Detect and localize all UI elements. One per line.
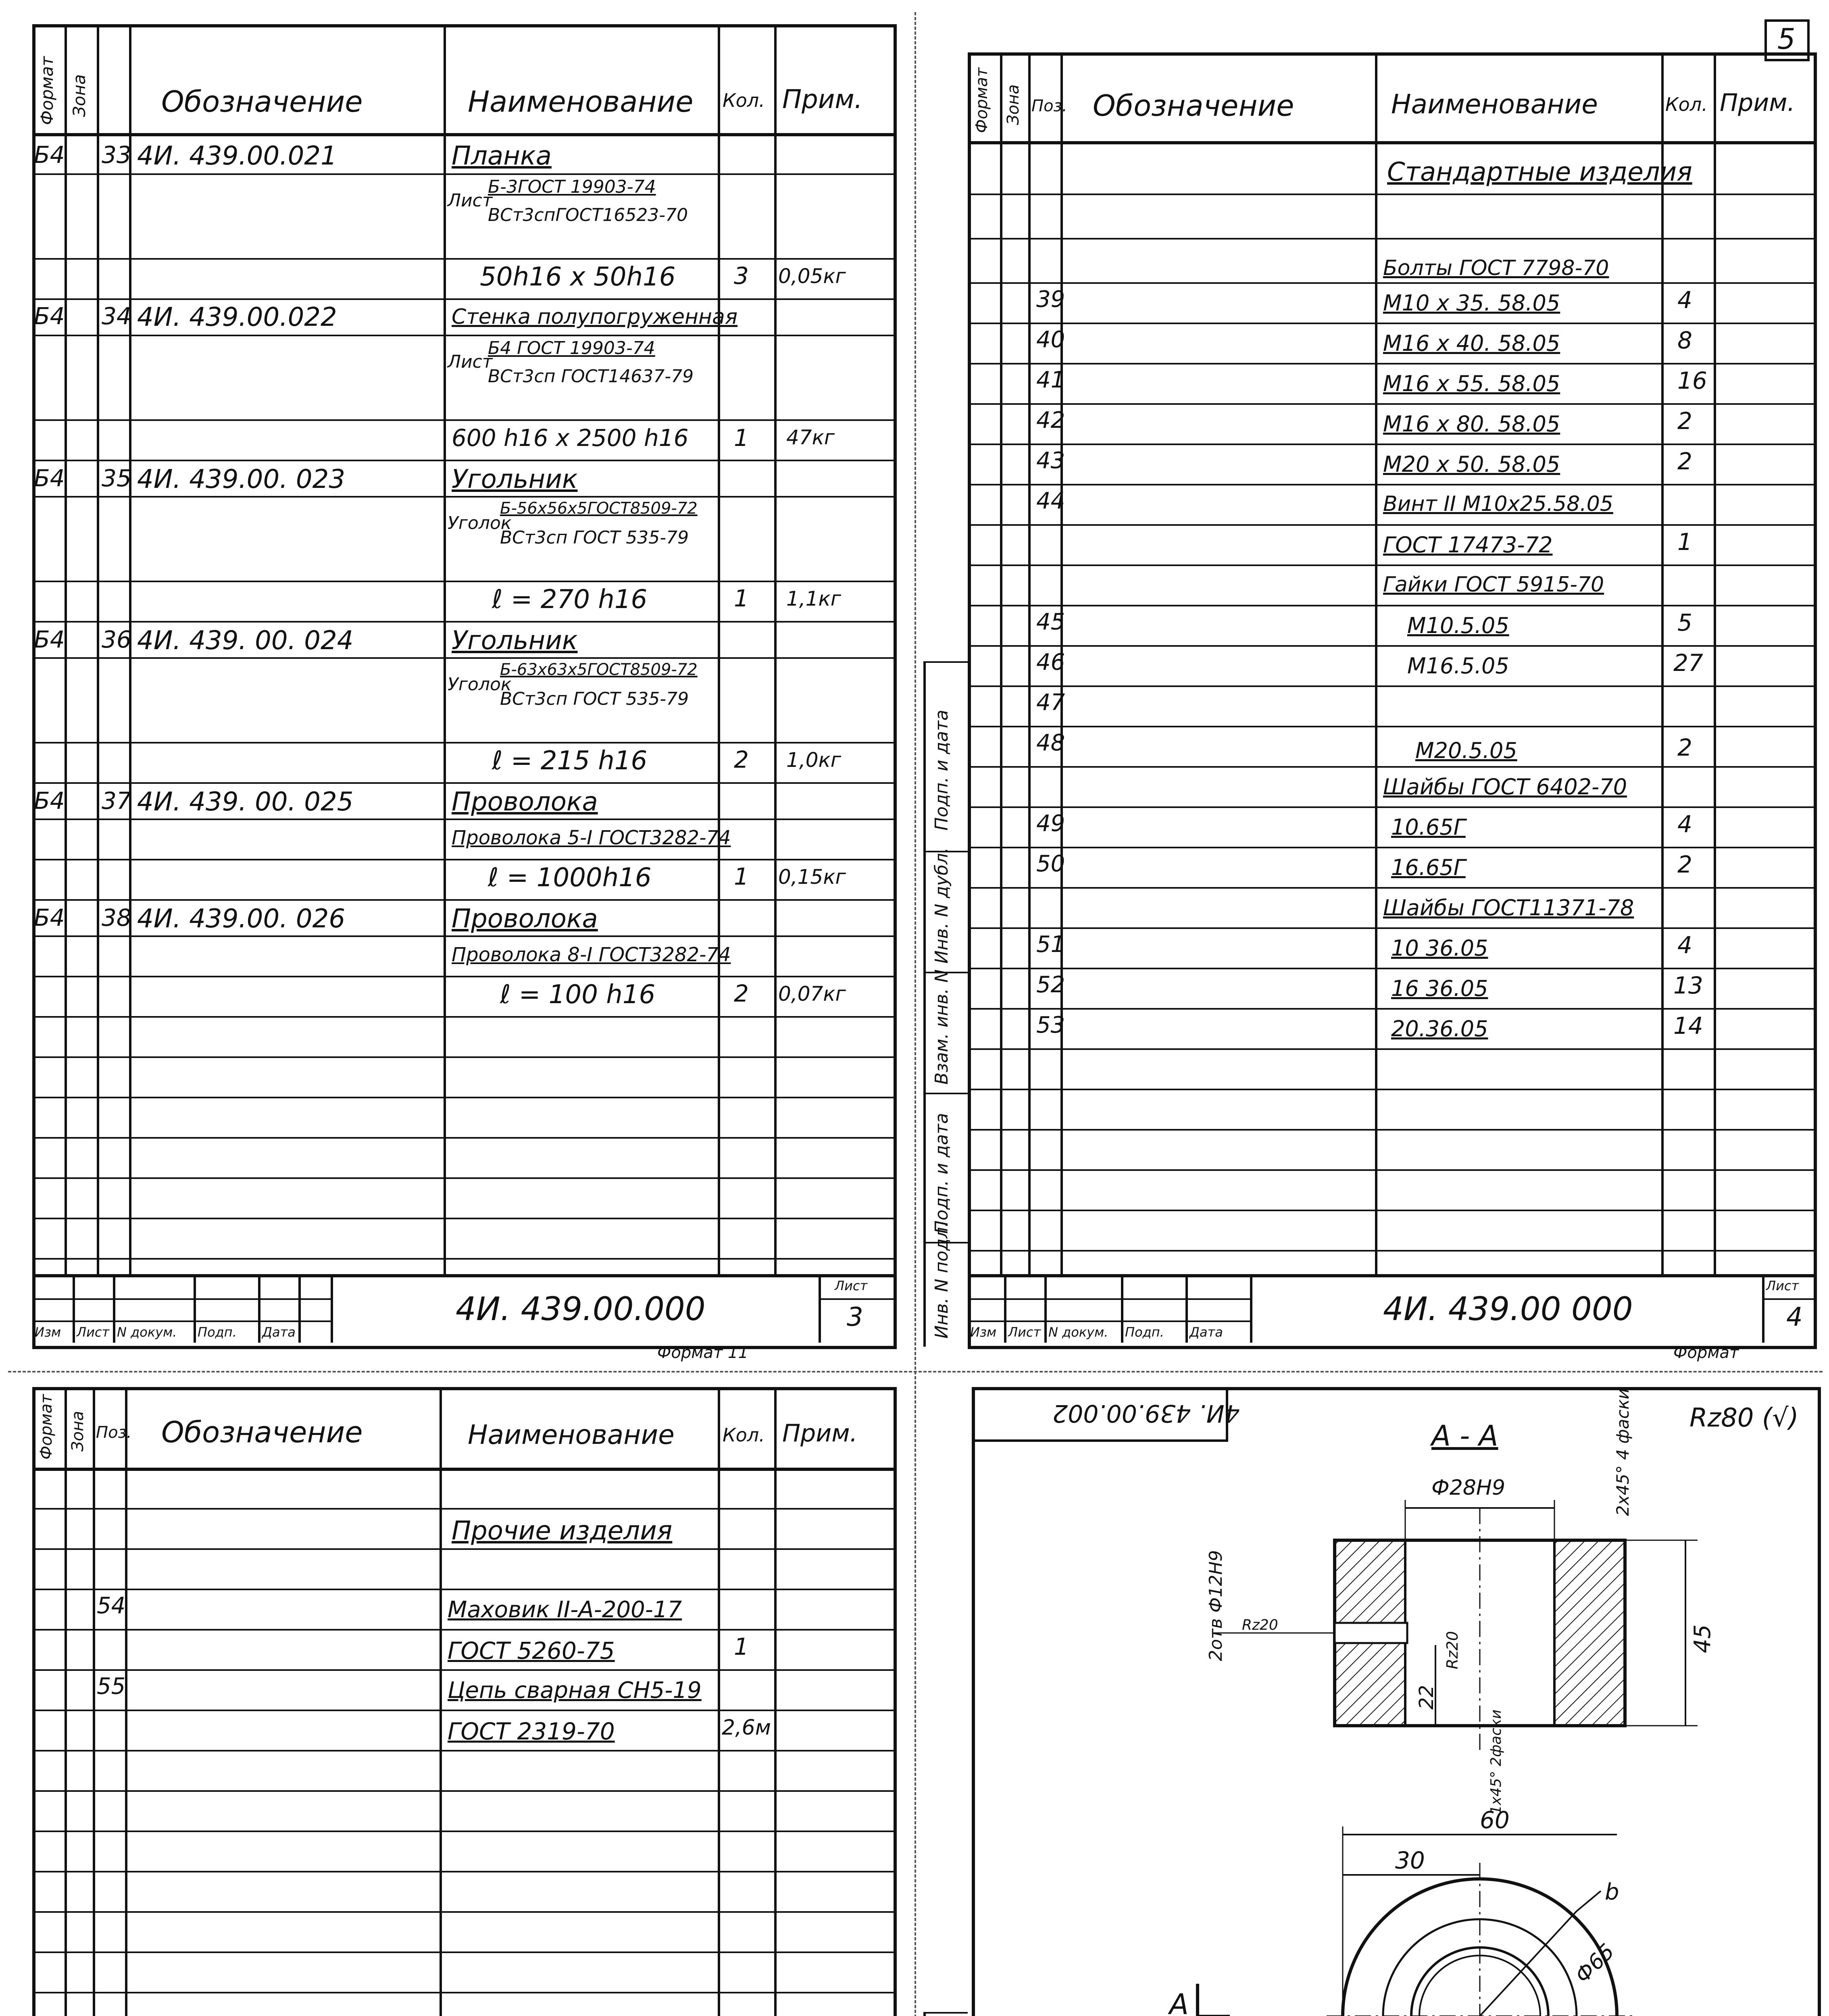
tb-col [819, 1274, 821, 1343]
row-name: ГОСТ 2319-70 [448, 1718, 615, 1745]
row-name: Проволока 8-I ГОСТ3282-74 [452, 943, 731, 966]
tb-line [819, 1298, 894, 1300]
dim-45: 45 [1689, 1624, 1716, 1653]
row-note: 1,1кг [786, 587, 841, 610]
tb-col-change: Изм [970, 1325, 997, 1340]
row-qty: 4 [1677, 810, 1692, 838]
row-line [968, 1250, 1814, 1252]
row-name-prefix: Лист [448, 190, 493, 211]
header-line [32, 1468, 894, 1471]
row-pos: 53 [1036, 1012, 1065, 1038]
row-line [968, 194, 1814, 195]
tb-code: 4И. 439.00 000 [1383, 1290, 1633, 1328]
drawing-sheet [923, 1387, 1823, 2016]
row-line [968, 847, 1814, 848]
row-designation: 4И. 439. 00. 025 [137, 787, 354, 817]
row-line [968, 403, 1814, 405]
mark-b: b [1605, 1879, 1619, 1905]
row-name-top: Б-63х63х5ГОСТ8509-72 [500, 660, 698, 679]
dim-22: 22 [1415, 1685, 1438, 1710]
row-pos: 40 [1036, 327, 1065, 353]
row-qty: 1 [734, 424, 749, 452]
row-qty: 1 [734, 1633, 749, 1660]
row-name: 10 36.05 [1391, 935, 1488, 961]
row-pos: 51 [1036, 931, 1065, 958]
section-title: Стандартные изделия [1387, 157, 1692, 187]
row-line [968, 806, 1814, 808]
header-qty: Кол. [723, 90, 765, 111]
tb-sheet: 4 [1786, 1302, 1803, 1332]
row-qty: 1 [734, 585, 749, 612]
row-line [32, 496, 894, 498]
col-line [440, 1387, 442, 2016]
row-qty: 14 [1673, 1012, 1703, 1039]
tb-sheet-label: Лист [1766, 1278, 1799, 1293]
col-line [774, 24, 777, 1274]
row-designation: 4И. 439.00.022 [137, 302, 337, 332]
header-name: Наименование [468, 85, 694, 119]
tb-col-sheet: Лист [1008, 1325, 1041, 1340]
tb-col [113, 1274, 115, 1343]
title-block-line [32, 1320, 331, 1322]
row-line [32, 1750, 894, 1752]
row-note: 1,0кг [786, 748, 841, 772]
row-name: ℓ = 270 h16 [492, 585, 648, 614]
row-qty: 27 [1673, 649, 1703, 677]
dim-chamfer-top: 2х45° 4 фаски [1613, 1388, 1633, 1516]
row-name-bottom: ВСт3сп ГОСТ14637-79 [488, 366, 694, 387]
col-line [718, 1387, 720, 2016]
row-qty: 2,6м [722, 1716, 771, 1740]
row-qty: 2 [1677, 851, 1692, 878]
row-name: М16.5.05 [1407, 653, 1509, 679]
row-line [968, 645, 1814, 647]
col-line [774, 1387, 777, 2016]
row-line [968, 1129, 1814, 1131]
row-line [968, 1008, 1814, 1010]
row-line [32, 1831, 894, 1832]
row-name: Угольник [452, 626, 578, 656]
row-pos: 42 [1036, 407, 1065, 433]
row-format: Б4 [34, 302, 65, 330]
header-zone: Зона [69, 74, 89, 117]
row-qty: 13 [1673, 972, 1703, 999]
row-name: 16 36.05 [1391, 976, 1488, 1001]
col-line [97, 24, 99, 1274]
row-line [32, 1951, 894, 1953]
tb-col [73, 1274, 75, 1343]
row-name: ℓ = 100 h16 [500, 980, 656, 1010]
row-format: Б4 [34, 464, 65, 492]
row-qty: 2 [1677, 734, 1692, 761]
row-name: Цепь сварная СН5-19 [448, 1677, 702, 1704]
tb-code: 4И. 439.00.000 [456, 1290, 706, 1328]
col-line [444, 24, 446, 1274]
tb-line [1762, 1298, 1814, 1300]
tb-col [258, 1274, 260, 1343]
header-zone: Зона [1004, 84, 1023, 125]
dim-chamfer-bottom: 1х45° 2фаски [1488, 1709, 1504, 1814]
row-note: 0,07кг [778, 982, 846, 1006]
row-pos: 54 [97, 1593, 126, 1619]
dim-60: 60 [1480, 1806, 1510, 1834]
row-pos: 49 [1036, 810, 1065, 837]
row-pos: 45 [1036, 609, 1065, 635]
row-designation: 4И. 439. 00. 024 [137, 626, 354, 656]
tb-col [1250, 1274, 1252, 1343]
row-line [32, 1669, 894, 1671]
row-note: 47кг [786, 426, 835, 449]
tb-col [1762, 1274, 1764, 1343]
row-format: Б4 [34, 626, 65, 653]
row-line [32, 1056, 894, 1058]
row-line [968, 363, 1814, 364]
col-line [65, 24, 67, 1274]
row-name: М10 х 35. 58.05 [1383, 290, 1560, 316]
row-line [968, 524, 1814, 526]
row-pos: 46 [1036, 649, 1065, 675]
row-name-top: Б-3ГОСТ 19903-74 [488, 177, 656, 197]
row-line [968, 766, 1814, 768]
row-pos: 39 [1036, 286, 1065, 312]
side-label-sign-date-2: Подп. и дата [931, 1113, 952, 1234]
row-line [968, 887, 1814, 889]
header-qty: Кол. [723, 1424, 765, 1446]
section-title: Прочие изделия [452, 1516, 673, 1546]
col-line [1661, 52, 1664, 1274]
row-line [32, 460, 894, 461]
tb-col-sheet: Лист [77, 1325, 110, 1340]
row-line [968, 323, 1814, 324]
title-block-line [32, 1298, 331, 1300]
sheet-4 [923, 24, 1819, 1363]
side-strip-line [923, 661, 968, 663]
row-name-prefix: Лист [448, 352, 493, 372]
row-line [32, 1992, 894, 1993]
row-name: Стенка полупогруженная [452, 305, 738, 329]
row-line [968, 927, 1814, 929]
row-name: Шайбы ГОСТ11371-78 [1383, 895, 1634, 921]
row-line [32, 935, 894, 937]
header-name: Наименование [468, 1419, 675, 1450]
row-line [32, 1137, 894, 1139]
row-name: ℓ = 1000h16 [488, 863, 652, 893]
row-qty: 1 [1677, 528, 1692, 556]
row-qty: 1 [734, 863, 749, 890]
tb-col [1044, 1274, 1047, 1343]
row-qty: 2 [1677, 448, 1692, 475]
row-name: Проволока [452, 787, 598, 817]
roughness-mark: Rz80 (√) [1689, 1403, 1799, 1433]
row-line [968, 968, 1814, 969]
row-note: 0,15кг [778, 865, 846, 889]
row-pos: 52 [1036, 972, 1065, 998]
tb-format: Формат [1673, 1343, 1739, 1362]
row-pos: 35 [102, 464, 131, 492]
title-block-top [968, 1274, 1814, 1277]
tb-col-docnum: N докум. [1048, 1325, 1108, 1340]
row-pos: 44 [1036, 488, 1065, 514]
row-note: 0,05кг [778, 264, 846, 288]
row-name: Угольник [452, 464, 578, 494]
row-name: Планка [452, 141, 552, 171]
row-qty: 4 [1677, 286, 1692, 314]
dim-65: Ф65 [1571, 1939, 1619, 1988]
row-format: Б4 [34, 141, 65, 169]
row-name-bottom: ВСт3сп ГОСТ 535-79 [500, 689, 689, 709]
row-line [32, 1790, 894, 1792]
header-format: Формат [37, 1394, 56, 1460]
row-name: ℓ = 215 h16 [492, 746, 648, 776]
row-name: М20.5.05 [1415, 738, 1517, 763]
row-name: 20.36.05 [1391, 1016, 1488, 1041]
col-line [65, 1387, 67, 2016]
header-format: Формат [37, 56, 57, 125]
row-line [32, 581, 894, 582]
row-qty: 2 [734, 980, 749, 1007]
row-pos: 33 [102, 141, 131, 169]
row-line [968, 282, 1814, 284]
row-name: М10.5.05 [1407, 613, 1509, 638]
side-strip-line [923, 661, 926, 1347]
row-name: Шайбы ГОСТ 6402-70 [1383, 774, 1627, 800]
row-line [32, 298, 894, 300]
header-pos: Поз. [96, 1423, 132, 1442]
tb-format: Формат 11 [657, 1343, 748, 1362]
row-name-top: Б-56х56х5ГОСТ8509-72 [500, 499, 698, 518]
sheet-4-frame [968, 52, 1817, 1349]
header-zone: Зона [69, 1411, 87, 1452]
tb-col-sign: Подп. [198, 1325, 237, 1340]
dim-rz-inner: Rz20 [1444, 1631, 1461, 1669]
row-line [968, 238, 1814, 240]
row-line [32, 258, 894, 260]
row-name: ГОСТ 5260-75 [448, 1637, 615, 1664]
header-qty: Кол. [1665, 94, 1708, 115]
tb-sheet-label: Лист [835, 1278, 868, 1293]
row-line [968, 1089, 1814, 1090]
row-pos: 41 [1036, 367, 1065, 393]
row-designation: 4И. 439.00. 023 [137, 464, 346, 494]
row-qty: 5 [1677, 609, 1692, 636]
row-line [32, 335, 894, 336]
row-line [32, 1710, 894, 1711]
row-line [32, 1629, 894, 1631]
header-designation: Обозначение [161, 1415, 363, 1449]
row-qty: 2 [1677, 407, 1692, 435]
row-line [968, 444, 1814, 445]
side-label-inv-podl: Инв. N подл. [931, 1221, 952, 1339]
tb-col [1004, 1274, 1006, 1343]
row-qty: 3 [734, 262, 749, 289]
row-pos: 55 [97, 1673, 126, 1699]
tb-col [1185, 1274, 1188, 1343]
row-line [968, 1169, 1814, 1171]
dim-rz-left: Rz20 [1242, 1617, 1278, 1633]
row-name: ГОСТ 17473-72 [1383, 532, 1553, 558]
title-block-top [32, 1274, 894, 1277]
row-name: Маховик II-А-200-17 [448, 1597, 682, 1623]
row-designation: 4И. 439.00.021 [137, 141, 337, 171]
page-number: 5 [1777, 23, 1796, 56]
row-pos: 48 [1036, 730, 1065, 756]
row-qty: 4 [1677, 931, 1692, 959]
col-line [1714, 52, 1716, 1274]
row-name: 10.65Г [1391, 814, 1466, 840]
tb-line [968, 1298, 1250, 1300]
col-line [1028, 52, 1031, 1274]
col-line [93, 1387, 95, 2016]
row-pos: 43 [1036, 448, 1065, 474]
side-label-sign-date: Подп. и дата [931, 710, 952, 831]
row-name-prefix: Уголок [448, 513, 512, 533]
col-line [1375, 52, 1377, 1274]
tb-col-sign: Подп. [1125, 1325, 1164, 1340]
row-qty: 16 [1677, 367, 1707, 394]
row-qty: 8 [1677, 327, 1692, 354]
row-designation: 4И. 439.00. 026 [137, 904, 346, 934]
tb-col-date: Дата [262, 1325, 296, 1340]
row-line [32, 976, 894, 977]
row-line [968, 564, 1814, 566]
tb-col [194, 1274, 196, 1343]
side-label-inv-dubl: Инв. N дубл. [931, 847, 952, 964]
row-name-bottom: ВСт3спГОСТ16523-70 [488, 205, 688, 225]
col-line [125, 1387, 127, 2016]
row-line [32, 419, 894, 421]
section-label: А - А [1431, 1419, 1498, 1452]
header-pos: Поз. [1031, 97, 1067, 115]
row-qty: 2 [734, 746, 749, 773]
header-name: Наименование [1391, 89, 1598, 120]
header-designation: Обозначение [161, 85, 363, 119]
row-line [32, 173, 894, 175]
header-designation: Обозначение [1093, 89, 1294, 123]
row-name: М20 х 50. 58.05 [1383, 452, 1560, 477]
mark-a-left: А [1169, 1988, 1189, 2016]
row-pos: 34 [102, 302, 131, 330]
row-pos: 38 [102, 904, 131, 931]
tb-col-date: Дата [1189, 1325, 1223, 1340]
vertical-divider [914, 12, 916, 2016]
row-name: 16.65Г [1391, 855, 1466, 880]
row-line [968, 605, 1814, 606]
dim-bore: Ф28Н9 [1431, 1476, 1506, 1500]
row-name-top: Б4 ГОСТ 19903-74 [488, 338, 655, 358]
header-note: Прим. [782, 85, 862, 115]
row-line [32, 1911, 894, 1913]
sheet-5 [32, 1387, 895, 2016]
row-name: 600 h16 x 2500 h16 [452, 424, 689, 452]
dim-30: 30 [1395, 1847, 1425, 1874]
row-line [32, 657, 894, 659]
header-note: Прим. [1720, 89, 1795, 117]
row-pos: 37 [102, 787, 131, 814]
row-line [32, 1589, 894, 1590]
side-strip-line [923, 1093, 968, 1094]
side-strip-line [923, 2012, 968, 2014]
row-line [32, 1548, 894, 1550]
col-line [718, 24, 720, 1274]
sheet-3 [32, 24, 895, 1363]
row-name: Гайки ГОСТ 5915-70 [1383, 573, 1604, 597]
row-line [32, 621, 894, 623]
row-line [968, 685, 1814, 687]
row-name: М16 х 80. 58.05 [1383, 411, 1560, 437]
row-line [32, 1508, 894, 1510]
row-line [32, 1016, 894, 1018]
row-name: Проволока 5-I ГОСТ3282-74 [452, 827, 731, 849]
row-line [32, 899, 894, 901]
horizontal-divider [8, 1371, 1823, 1372]
row-format: Б4 [34, 787, 65, 814]
header-line [32, 133, 894, 136]
drawing-svg [972, 1387, 1819, 2016]
row-name: М16 х 55. 58.05 [1383, 371, 1560, 396]
side-label-vzam: Взам. инв. N [931, 969, 952, 1085]
row-name: Винт II М10х25.58.05 [1383, 492, 1613, 516]
row-pos: 36 [102, 626, 131, 653]
rotated-code: 4И. 439.00.002 [1052, 1399, 1240, 1427]
row-line [32, 859, 894, 860]
row-pos: 47 [1036, 689, 1065, 716]
row-name: Проволока [452, 904, 598, 934]
dim-holes: 2отв Ф12Н9 [1206, 1550, 1226, 1661]
row-line [968, 726, 1814, 727]
section-view [1214, 1500, 1698, 1750]
tb-line [968, 1320, 1250, 1322]
row-name: Болты ГОСТ 7798-70 [1383, 256, 1609, 280]
row-line [968, 1048, 1814, 1050]
header-note: Прим. [782, 1419, 858, 1447]
tb-col [1121, 1274, 1123, 1343]
row-line [32, 1218, 894, 1219]
tb-sheet: 3 [847, 1302, 863, 1332]
row-format: Б4 [34, 904, 65, 931]
tb-col [298, 1274, 301, 1343]
tb-col-change: Изм [35, 1325, 61, 1340]
row-line [32, 818, 894, 820]
row-pos: 50 [1036, 851, 1065, 877]
row-line [32, 782, 894, 784]
row-name-bottom: ВСт3сп ГОСТ 535-79 [500, 527, 689, 548]
row-name: М16 х 40. 58.05 [1383, 331, 1560, 356]
row-line [32, 1097, 894, 1098]
row-name: 50h16 x 50h16 [480, 262, 676, 292]
row-line [32, 1177, 894, 1179]
header-line [968, 141, 1814, 144]
row-line [32, 742, 894, 744]
row-line [968, 484, 1814, 485]
tb-col [331, 1274, 333, 1343]
col-line [1000, 52, 1002, 1274]
row-name-prefix: Уголок [448, 674, 512, 695]
row-line [32, 1258, 894, 1260]
header-format: Формат [973, 67, 991, 133]
tb-col-docnum: N докум. [117, 1325, 177, 1340]
row-line [32, 1871, 894, 1872]
row-line [968, 1210, 1814, 1211]
